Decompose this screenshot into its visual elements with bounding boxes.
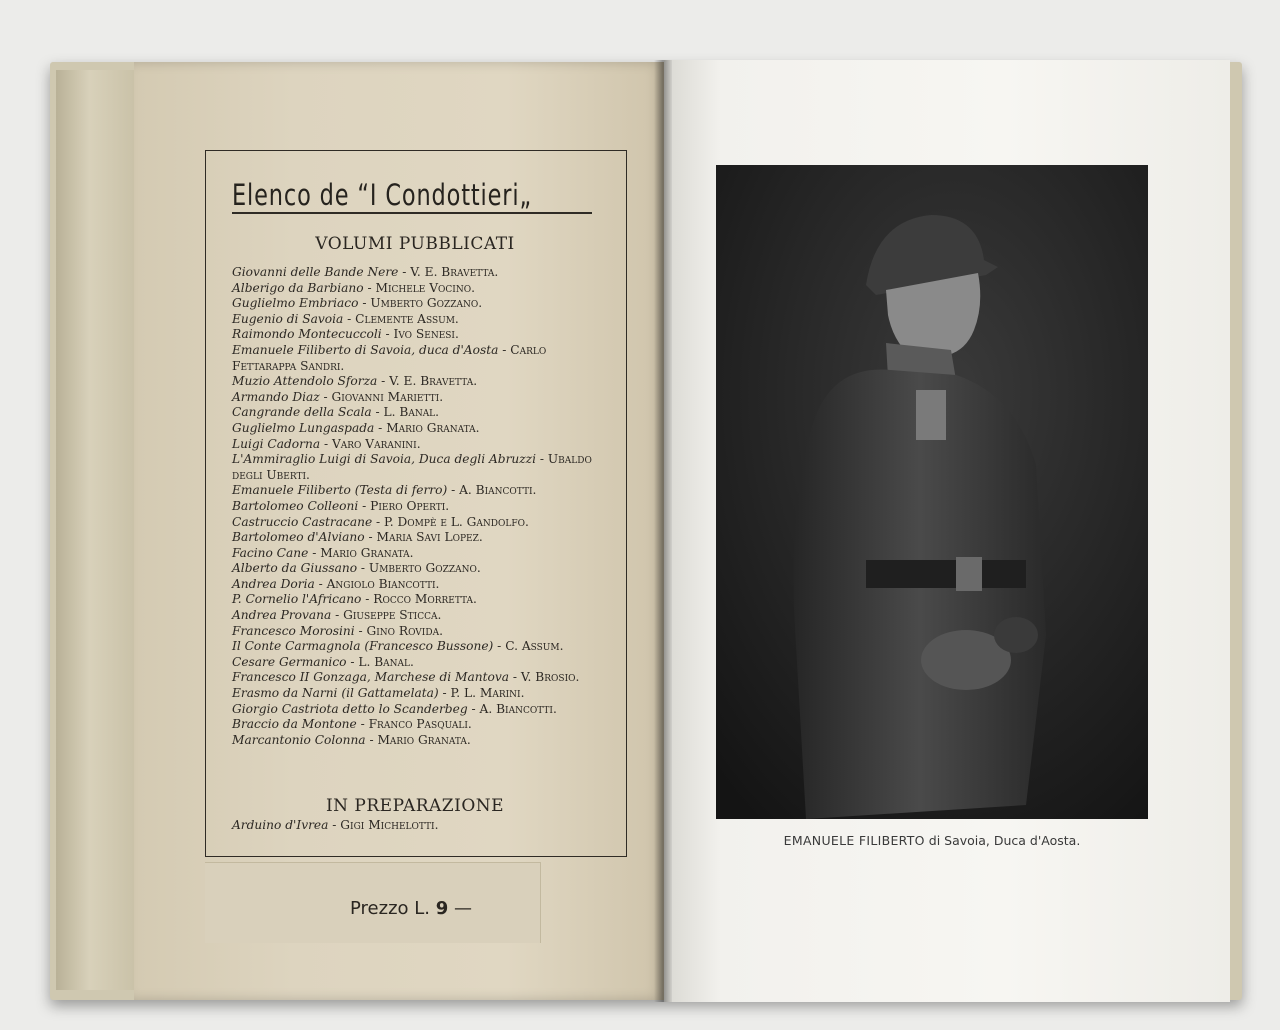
volume-separator: -: [467, 701, 480, 716]
volume-entry: [232, 717, 612, 733]
volume-title: Alberigo da Barbiano: [232, 280, 364, 295]
volume-entry: [232, 686, 612, 702]
price-label-text: Prezzo L.: [350, 898, 430, 919]
volume-entry: [232, 452, 612, 483]
portrait-photo: [716, 165, 1148, 819]
volume-title: Giovanni delle Bande Nere: [232, 265, 399, 279]
volume-author: V. Brosio.: [520, 670, 580, 685]
caption-name: EMANUELE FILIBERTO: [783, 833, 925, 848]
volume-title: Armando Diaz: [232, 389, 320, 404]
volume-entry: [232, 483, 612, 499]
volume-author: Giovanni Marietti.: [331, 389, 444, 404]
volume-title: Eugenio di Savoia: [232, 311, 344, 326]
cover-spine-edge: [56, 70, 140, 990]
volume-separator: -: [314, 576, 327, 591]
volume-author: Maria Savi Lopez.: [376, 530, 483, 545]
volume-author: Umberto Gozzano.: [370, 296, 483, 311]
volume-entry: [232, 733, 612, 749]
section-preparation-heading: IN PREPARAZIONE: [325, 796, 505, 816]
volume-separator: -: [536, 452, 548, 467]
volume-separator: -: [372, 514, 385, 529]
volume-author: L. Banal.: [358, 654, 414, 669]
volume-list: [232, 265, 612, 748]
volume-separator: -: [509, 670, 521, 685]
volume-author: Piero Operti.: [370, 498, 450, 513]
volume-author: V. E. Bravetta.: [410, 265, 499, 279]
volume-title: Castruccio Castracane: [232, 514, 373, 529]
volume-separator: -: [358, 296, 371, 311]
volume-entry: [232, 515, 612, 531]
volume-separator: -: [447, 483, 460, 498]
prep-entry-title: Arduino d'Ivrea: [232, 818, 329, 832]
volume-entry: [232, 639, 612, 655]
volume-separator: -: [377, 374, 390, 389]
volume-author: Rocco Morretta.: [373, 592, 477, 607]
volume-entry: [232, 546, 612, 562]
volume-title: Andrea Provana: [232, 608, 332, 623]
volume-entry: [232, 437, 612, 453]
volume-entry: [232, 561, 612, 577]
volume-author: Clemente Assum.: [355, 311, 459, 326]
volume-entry: [232, 577, 612, 593]
volume-title: Cesare Germanico: [232, 654, 347, 669]
price-text: [350, 898, 472, 919]
volume-title: Bartolomeo Colleoni: [232, 498, 359, 513]
volume-entry: [232, 530, 612, 546]
volume-separator: -: [319, 389, 332, 404]
portrait-caption: [716, 833, 1148, 848]
volume-title: Emanuele Filiberto (Testa di ferro): [232, 483, 448, 498]
volume-title: Facino Cane: [232, 545, 309, 560]
volume-author: Gino Rovida.: [366, 623, 443, 638]
volume-title: Erasmo da Narni (il Gattamelata): [232, 686, 439, 701]
volume-author: Ivo Senesi.: [393, 327, 459, 342]
volume-title: Cangrande della Scala: [232, 405, 372, 420]
volume-title: Il Conte Carmagnola (Francesco Bussone): [232, 639, 494, 654]
volume-author: Franco Pasquali.: [368, 717, 472, 732]
volume-entry: [232, 281, 612, 297]
title-rule: [232, 212, 592, 214]
volume-author: Mario Granata.: [377, 732, 471, 747]
volume-separator: -: [493, 639, 506, 654]
volume-title: Marcantonio Colonna: [232, 732, 366, 747]
volume-separator: -: [371, 405, 384, 420]
volume-title: Luigi Cadorna: [232, 436, 321, 451]
volume-title: Guglielmo Lungaspada: [232, 420, 375, 435]
volume-title: Emanuele Filiberto di Savoia, duca d'Aosta: [232, 342, 499, 357]
volume-entry: [232, 592, 612, 608]
volume-separator: -: [498, 342, 511, 357]
volume-title: Francesco Morosini: [232, 623, 355, 638]
volume-entry: [232, 405, 612, 421]
volume-title: Alberto da Giussano: [232, 561, 358, 576]
volume-separator: -: [438, 686, 451, 701]
volume-entry: [232, 312, 612, 328]
volume-separator: -: [365, 732, 378, 747]
volume-separator: -: [357, 561, 369, 576]
volume-entry: [232, 343, 612, 374]
volume-title: L'Ammiraglio Luigi di Savoia, Duca degli Abruzzi: [232, 452, 536, 467]
portrait-figure-image: [716, 165, 1148, 819]
volume-author: V. E. Bravetta.: [389, 374, 478, 389]
section-published-heading: VOLUMI PUBBLICATI: [315, 234, 515, 254]
volume-entry: [232, 702, 612, 718]
volume-author: Mario Granata.: [386, 420, 480, 435]
volume-author: Mario Granata.: [320, 545, 414, 560]
volume-entry: [232, 608, 612, 624]
volume-separator: -: [346, 654, 359, 669]
prep-entry: [232, 818, 612, 832]
volume-title: Giorgio Castriota detto lo Scanderbeg: [232, 701, 468, 716]
volume-separator: -: [381, 327, 394, 342]
volume-author: A. Biancotti.: [479, 701, 557, 716]
volume-entry: [232, 296, 612, 312]
volume-author: Umberto Gozzano.: [368, 561, 481, 576]
list-title: Elenco de “I Condottieri„: [232, 178, 532, 212]
volume-entry: [232, 421, 612, 437]
prep-entry-author: Gigi Michelotti.: [340, 818, 439, 832]
book-gutter: [654, 60, 672, 1002]
volume-author: Giuseppe Sticca.: [343, 608, 442, 623]
volume-separator: -: [398, 265, 411, 279]
volume-author: Varo Varanini.: [331, 436, 421, 451]
volume-title: Andrea Doria: [232, 576, 315, 591]
volume-title: Raimondo Montecuccoli: [232, 327, 382, 342]
volume-author: Michele Vocino.: [375, 280, 475, 295]
volume-author: P. L. Marini.: [450, 686, 525, 701]
volume-separator: -: [331, 608, 344, 623]
prep-entry-separator: -: [328, 818, 341, 832]
volume-title: Muzio Attendolo Sforza: [232, 374, 378, 389]
volume-entry: [232, 265, 612, 281]
volume-entry: [232, 499, 612, 515]
volume-separator: -: [320, 436, 332, 451]
volume-separator: -: [364, 530, 377, 545]
volume-separator: -: [358, 498, 371, 513]
volume-separator: -: [308, 545, 321, 560]
volume-author: C. Assum.: [505, 639, 564, 654]
price-suffix: —: [454, 898, 472, 919]
volume-author: L. Banal.: [383, 405, 440, 420]
volume-title: Francesco II Gonzaga, Marchese di Mantova: [232, 670, 510, 685]
volume-author: Angiolo Biancotti.: [326, 576, 440, 591]
volume-author: Carlo Fettarappa Sandri.: [232, 342, 547, 373]
volume-title: Braccio da Montone: [232, 717, 357, 732]
volume-entry: [232, 624, 612, 640]
volume-entry: [232, 327, 612, 343]
volume-separator: -: [343, 311, 356, 326]
price-value: 9: [435, 898, 449, 919]
volume-separator: -: [363, 280, 376, 295]
volume-entry: [232, 655, 612, 671]
volume-separator: -: [354, 623, 367, 638]
volume-title: Guglielmo Embriaco: [232, 296, 359, 311]
volume-entry: [232, 390, 612, 406]
volume-author: A. Biancotti.: [459, 483, 537, 498]
volume-author: Ubaldo degli Uberti.: [232, 452, 592, 482]
volume-entry: [232, 374, 612, 390]
caption-rest: di Savoia, Duca d'Aosta.: [924, 833, 1081, 848]
volume-separator: -: [356, 717, 369, 732]
volume-title: Bartolomeo d'Alviano: [232, 530, 365, 545]
volume-author: P. Dompè e L. Gandolfo.: [384, 514, 529, 529]
volume-entry: [232, 670, 612, 686]
volume-separator: -: [374, 420, 387, 435]
volume-separator: -: [361, 592, 374, 607]
volume-title: P. Cornelio l'Africano: [232, 592, 362, 607]
